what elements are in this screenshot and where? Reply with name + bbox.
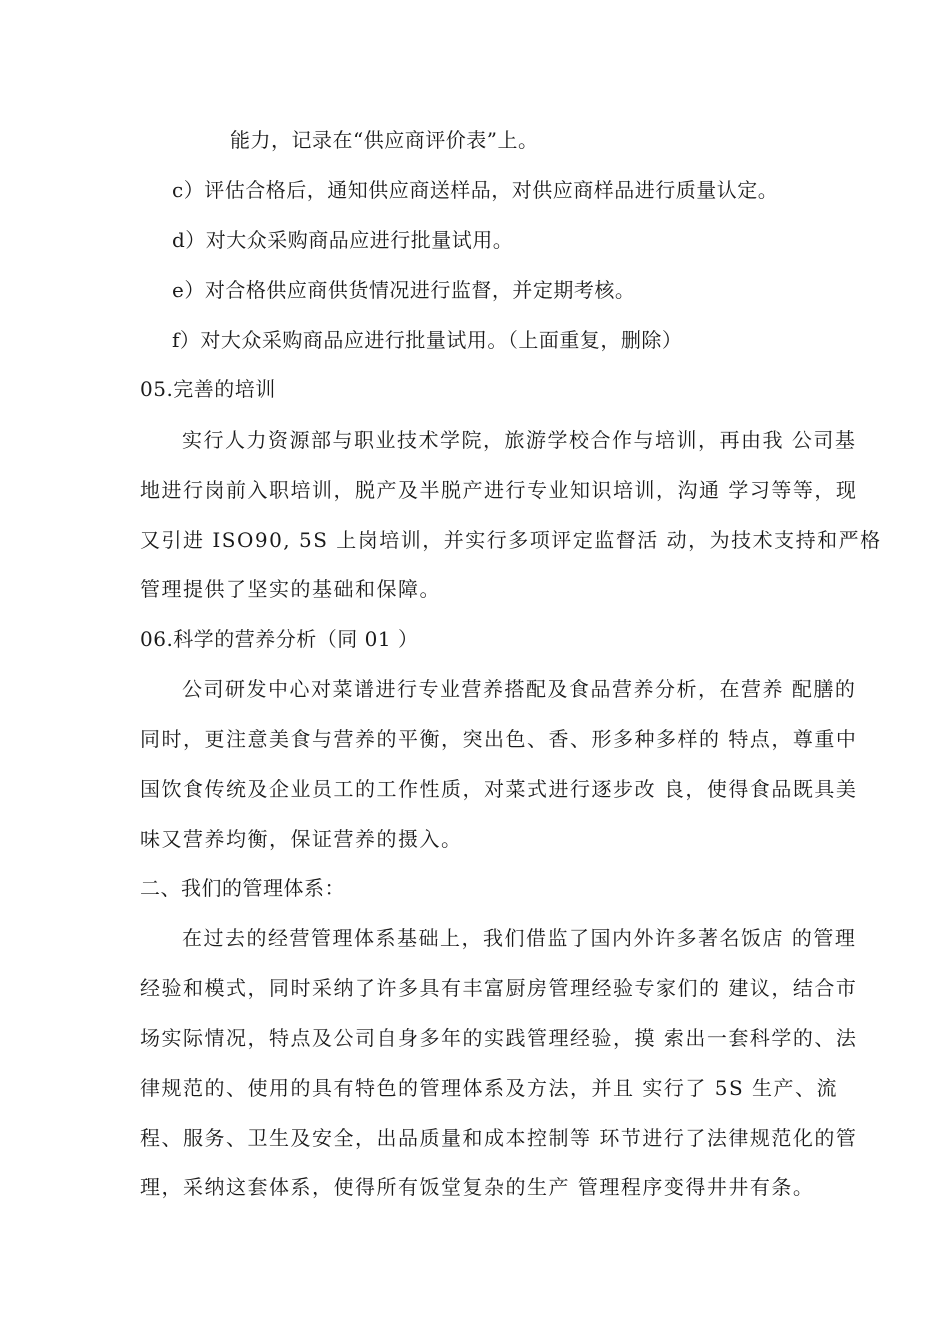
paragraph-line: 公司研发中心对菜谱进行专业营养搭配及食品营养分析，在营养 配膳的 xyxy=(182,677,857,701)
paragraph-line: 场实际情况，特点及公司自身多年的实践管理经验，摸 索出一套科学的、法 xyxy=(140,1026,858,1050)
list-item-c: c）评估合格后，通知供应商送样品，对供应商样品进行质量认定。 xyxy=(172,178,779,202)
section-2-heading: 二、我们的管理体系： xyxy=(140,876,345,900)
list-item-e: e）对合格供应商供货情况进行监督，并定期考核。 xyxy=(172,278,636,302)
list-item-f: f）对大众采购商品应进行批量试用。（上面重复，删除） xyxy=(172,328,683,352)
paragraph-line: 理，采纳这套体系，使得所有饭堂复杂的生产 管理程序变得井井有条。 xyxy=(140,1175,815,1199)
paragraph-line: 味又营养均衡，保证营养的摄入。 xyxy=(140,827,463,851)
paragraph-line: 同时，更注意美食与营养的平衡，突出色、香、形多种多样的 特点，尊重中 xyxy=(140,727,858,751)
paragraph-line: 律规范的、使用的具有特色的管理体系及方法，并且 实行了 5S 生产、流 xyxy=(140,1076,838,1100)
paragraph-line: 国饮食传统及企业员工的工作性质，对菜式进行逐步改 良，使得食品既具美 xyxy=(140,777,858,801)
paragraph-line: 管理提供了坚实的基础和保障。 xyxy=(140,577,441,601)
paragraph-line: 程、服务、卫生及安全，出品质量和成本控制等 环节进行了法律规范化的管 xyxy=(140,1126,858,1150)
item-b-continuation: 能力，记录在“供应商评价表”上。 xyxy=(230,128,539,152)
paragraph-line: 又引进 ISO90, 5S 上岗培训，并实行多项评定监督活 动，为技术支持和严格 xyxy=(140,528,882,552)
paragraph-line: 地进行岗前入职培训，脱产及半脱产进行专业知识培训，沟通 学习等等，现 xyxy=(140,478,858,502)
section-05-heading: 05.完善的培训 xyxy=(140,377,276,401)
paragraph-line: 实行人力资源部与职业技术学院，旅游学校合作与培训，再由我 公司基 xyxy=(182,428,857,452)
section-06-heading: 06.科学的营养分析（同 01 ） xyxy=(140,627,419,651)
paragraph-line: 在过去的经营管理体系基础上，我们借监了国内外许多著名饭店 的管理 xyxy=(182,926,857,950)
list-item-d: d）对大众采购商品应进行批量试用。 xyxy=(172,228,514,252)
paragraph-line: 经验和模式，同时采纳了许多具有丰富厨房管理经验专家们的 建议，结合市 xyxy=(140,976,858,1000)
